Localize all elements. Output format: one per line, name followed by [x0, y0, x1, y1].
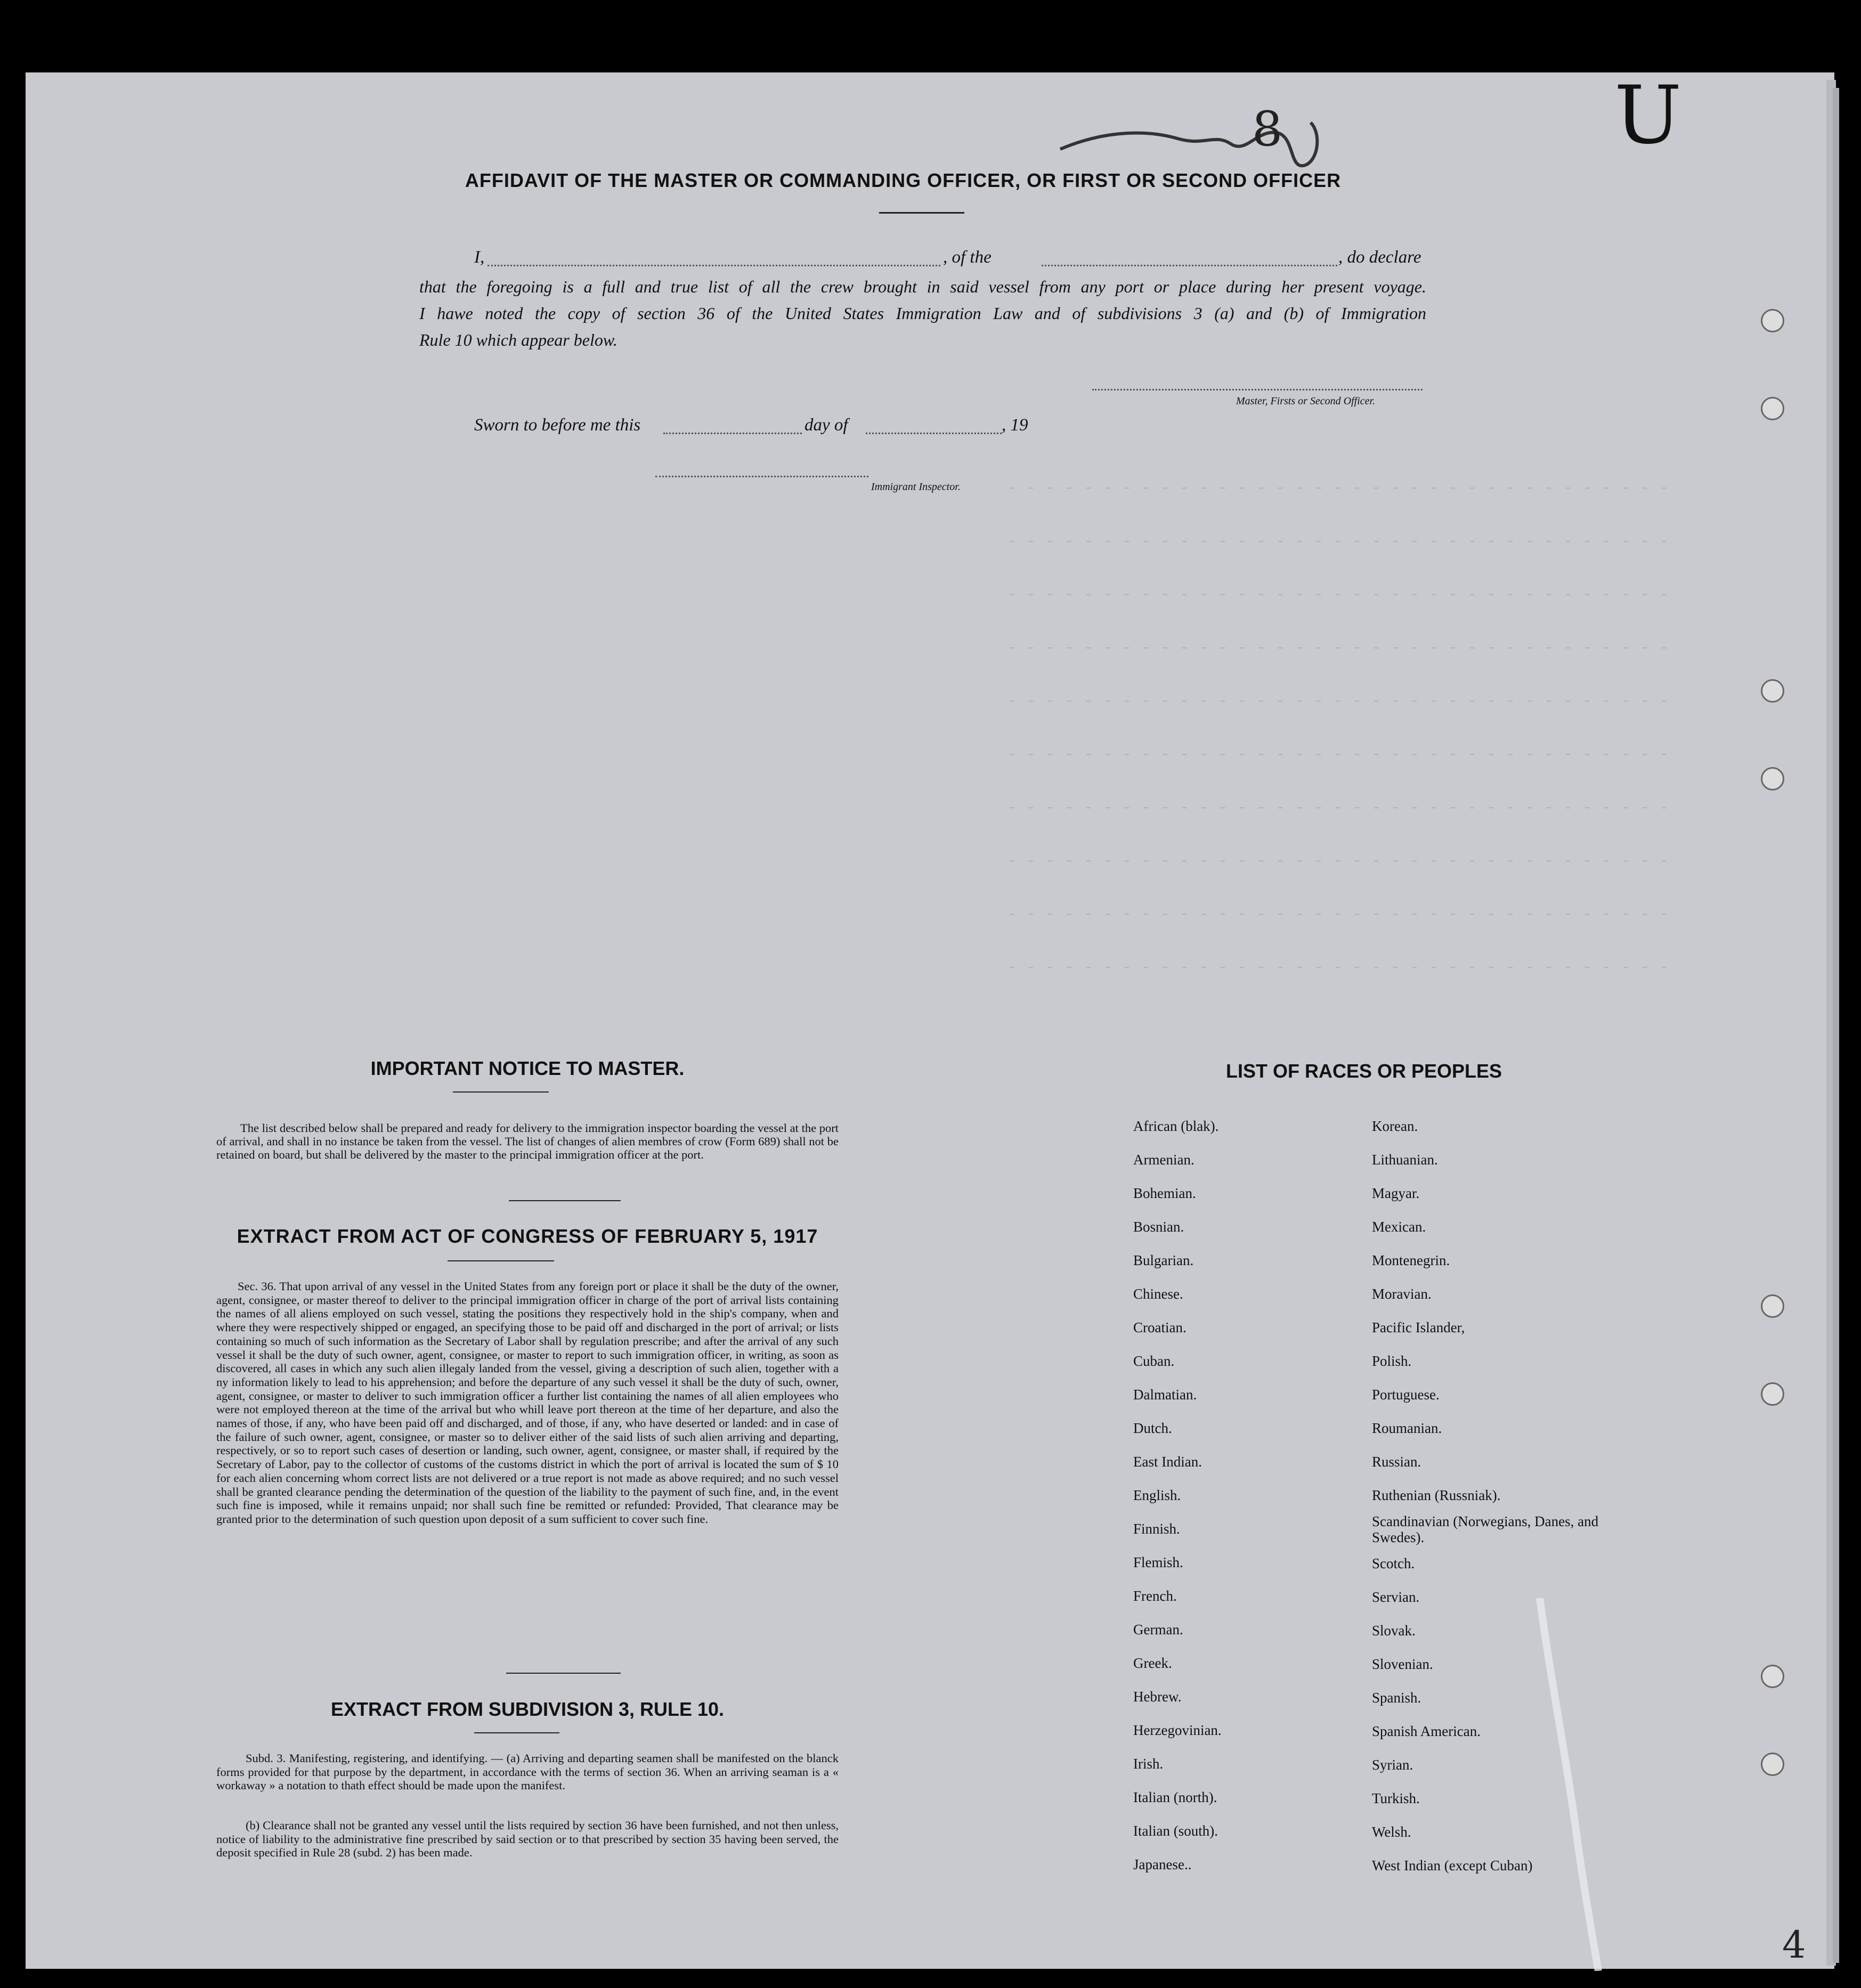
notice-divider — [453, 1091, 549, 1093]
race-item: Italian (south). — [1133, 1823, 1218, 1839]
race-item: Finnish. — [1133, 1521, 1180, 1537]
race-item: West Indian (except Cuban) — [1372, 1857, 1533, 1873]
race-item: Hebrew. — [1133, 1689, 1182, 1705]
notice-end-divider — [509, 1200, 621, 1201]
race-item: Ruthenian (Russniak). — [1372, 1487, 1501, 1503]
bleed-through-text: - - - - - - - - - - - - - - - - - - - - - - - - - - - - - - - - - - - — [1007, 852, 1669, 870]
race-item: Russian. — [1372, 1454, 1421, 1470]
race-item: Greek. — [1133, 1655, 1172, 1671]
race-item: Moravian. — [1372, 1286, 1432, 1302]
subdivision-title: EXTRACT FROM SUBDIVISION 3, RULE 10. — [330, 1698, 725, 1720]
affidavit-declare: , do declare — [1338, 248, 1421, 267]
race-item: Scotch. — [1372, 1555, 1415, 1571]
paper-crease — [1534, 1598, 1609, 1971]
races-title: LIST OF RACES OR PEOPLES — [1225, 1060, 1502, 1082]
sworn-year: , 19 — [1002, 415, 1028, 435]
affidavit-line-2: that the foregoing is a full and true list of all the crew brought in said vessel from any port or place during her present voyage. — [419, 277, 1426, 296]
affidavit-line-3: I hawe noted the copy of section 36 of the United States Immigration Law and of subdivisions 3 (a) and (b) of Immigration — [419, 304, 1426, 323]
act-divider — [448, 1260, 554, 1261]
bleed-through-text: - - - - - - - - - - - - - - - - - - - - - - - - - - - - - - - - - - - — [1007, 799, 1669, 817]
bleed-through-text: - - - - - - - - - - - - - - - - - - - - - - - - - - - - - - - - - - - — [1007, 906, 1669, 924]
signature-label: Master, Firsts or Second Officer. — [1236, 395, 1376, 407]
bleed-through-text: - - - - - - - - - - - - - - - - - - - - - - - - - - - - - - - - - - - — [1007, 533, 1669, 551]
sworn-day-of: day of — [804, 415, 848, 435]
affidavit-of-the: , of the — [943, 248, 992, 267]
race-item: Servian. — [1372, 1589, 1420, 1605]
affidavit-title: AFFIDAVIT OF THE MASTER OR COMMANDING OFFICER, OR FIRST OR SECOND OFFICER — [465, 169, 1342, 191]
signature-blank[interactable] — [1092, 389, 1423, 390]
corner-handwritten-mark: U — [1614, 69, 1682, 162]
race-item: Dalmatian. — [1133, 1387, 1197, 1403]
race-item: Mexican. — [1372, 1219, 1426, 1235]
race-item: Portuguese. — [1372, 1387, 1440, 1403]
sworn-month-blank[interactable] — [866, 433, 1002, 434]
race-item: Flemish. — [1133, 1554, 1183, 1570]
race-item: Scandinavian (Norwegians, Danes, and Swedes). — [1372, 1513, 1599, 1545]
race-item: Roumanian. — [1372, 1420, 1442, 1436]
act-title: EXTRACT FROM ACT OF CONGRESS OF FEBRUARY 5, 1917 — [237, 1225, 818, 1247]
handwritten-mark: 8 — [1252, 101, 1283, 157]
race-item: Croatian. — [1133, 1319, 1187, 1335]
race-item: African (blak). — [1133, 1118, 1219, 1134]
act-end-divider — [506, 1673, 621, 1674]
race-item: Turkish. — [1372, 1790, 1420, 1806]
binder-hole — [1761, 679, 1784, 703]
subdivision-divider — [474, 1732, 559, 1733]
race-item: Pacific Islander, — [1372, 1319, 1465, 1335]
race-item: Bulgarian. — [1133, 1252, 1194, 1268]
race-item: Irish. — [1133, 1756, 1164, 1772]
bleed-through-text: - - - - - - - - - - - - - - - - - - - - - - - - - - - - - - - - - - - — [1007, 692, 1669, 711]
race-item: Spanish American. — [1372, 1723, 1481, 1739]
notice-body: The list described below shall be prepared and ready for delivery to the immigration inspector boarding the vessel at the port of arrival, and shall in no instance be taken from the vessel. The list of changes of alien membres of crow (Form 689) shall not be retained on board, but shall be delivered by the master to the principal immigration officer at the port. — [216, 1121, 839, 1161]
race-item: Magyar. — [1372, 1185, 1420, 1201]
race-item: Dutch. — [1133, 1420, 1172, 1436]
race-item: Montenegrin. — [1372, 1252, 1450, 1268]
race-item: Italian (north). — [1133, 1789, 1217, 1805]
subdivision-para-a: Subd. 3. Manifesting, registering, and identifying. — (a) Arriving and departing seamen shall be manifested on the blanck forms provided for that purpose by the department, in accordance with the terms of section 36. When an arriving seaman is a « workaway » a notation to thath effect should be made upon the manifest. — [216, 1751, 839, 1792]
race-item: Armenian. — [1133, 1152, 1194, 1168]
title-divider — [879, 212, 964, 214]
race-item: Herzegovinian. — [1133, 1722, 1222, 1738]
binder-hole — [1761, 309, 1784, 332]
races-left-column — [1133, 1110, 1357, 1881]
race-item: Chinese. — [1133, 1286, 1183, 1302]
sworn-day-blank[interactable] — [663, 433, 802, 434]
vessel-blank[interactable] — [1042, 265, 1337, 266]
inspector-label: Immigrant Inspector. — [871, 481, 961, 493]
race-item: Slovak. — [1372, 1623, 1416, 1639]
binder-hole — [1761, 1382, 1784, 1406]
act-body: Sec. 36. That upon arrival of any vessel in the United States from any foreign port or place it shall be the duty of the owner, agent, consignee, or master thereof to deliver to the principal immigration officer in charge of the port of arrival lists containing the names of all aliens employed on such vessel, stating the positions they respectively hold in the ship's company, when and where they were respectively shipped or engaged, an specifying those to be paid off and discharged in the port of arrival; or lists containing so much of such information as the Secretary of Labor shall by regulation prescribe; and after the arrival of any such vessel it shall be the duty of such owner, agent, consignee, or master to report to such immigration officer, in writing, as soon as discovered, all cases in which any such alien illegaly landed from the vessel, giving a description of such alien, together with a ny information likely to lead to his apprehension; and before the departure of any such vessel it shall be the duty of such, owner, agent, consignee, or master to deliver to such immigration officer a further list containing the names of all alien employees who were not employed thereon at the time of the arrival but who whill leave port thereon at the time of her departure, and also the names of those, if any, who have been paid off and discharged, and of those, if any, who have deserted or landed: and in case of the failure of such owner, agent, consignee, or master so to deliver either of the said lists of such alien arriving and departing, respectively, or so to report such cases of desertion or landing, such owner, agent, consignee, or master shall, if required by the Secretary of Labor, pay to the collector of customs of the customs district in which the port of arrival is located the sum of $ 10 for each alien concerning whom correct lists are not delivered or a true report is not made as above required; and no such vessel shall be granted clearance pending the determination of the question of the liability to the payment of such fine, and, in the event such fine is imposed, while it remains unpaid; nor shall such fine be remitted or refunded: Provided, That clearance may be granted prior to the determination of such question upon deposit of a sum sufficient to cover such fine. — [216, 1280, 839, 1526]
bleed-through-text: - - - - - - - - - - - - - - - - - - - - - - - - - - - - - - - - - - - — [1007, 959, 1669, 977]
sworn-prefix: Sworn to before me this — [474, 415, 641, 435]
race-item: Spanish. — [1372, 1690, 1421, 1706]
race-item: Bosnian. — [1133, 1219, 1184, 1235]
race-item: French. — [1133, 1588, 1177, 1604]
bleed-through-text: - - - - - - - - - - - - - - - - - - - - - - - - - - - - - - - - - - - — [1007, 586, 1669, 604]
subdivision-para-b: (b) Clearance shall not be granted any vessel until the lists required by section 36 have been furnished, and not then unless, notice of liability to the administrative fine prescribed by said section or to that prescribed by section 35 having been served, the deposit specified in Rule 28 (subd. 2) has been made. — [216, 1819, 839, 1859]
race-item: Welsh. — [1372, 1824, 1411, 1840]
affidavit-i: I, — [474, 248, 485, 267]
binder-hole — [1761, 767, 1784, 791]
page-number: 4 — [1782, 1923, 1806, 1967]
race-item: Polish. — [1372, 1353, 1412, 1369]
notice-title: IMPORTANT NOTICE TO MASTER. — [370, 1057, 685, 1079]
binder-hole — [1761, 1294, 1784, 1318]
race-item: Bohemian. — [1133, 1185, 1196, 1201]
bleed-through-text: - - - - - - - - - - - - - - - - - - - - - - - - - - - - - - - - - - - — [1007, 479, 1669, 498]
affidavit-line-4: Rule 10 which appear below. — [419, 330, 617, 349]
race-item: Slovenian. — [1372, 1656, 1433, 1672]
race-item: Korean. — [1372, 1118, 1418, 1134]
race-item: Cuban. — [1133, 1353, 1175, 1369]
race-item: English. — [1133, 1487, 1181, 1503]
bleed-through-text: - - - - - - - - - - - - - - - - - - - - - - - - - - - - - - - - - - - — [1007, 746, 1669, 764]
race-item: Syrian. — [1372, 1757, 1413, 1773]
inspector-blank[interactable] — [655, 476, 868, 477]
race-item: East Indian. — [1133, 1454, 1202, 1470]
underlying-sheet-edge-2 — [1833, 88, 1839, 1963]
binder-hole — [1761, 1665, 1784, 1688]
race-item: Lithuanian. — [1372, 1152, 1438, 1168]
binder-hole — [1761, 1753, 1784, 1776]
binder-hole — [1761, 397, 1784, 420]
race-item: Japanese.. — [1133, 1856, 1192, 1872]
name-blank[interactable] — [487, 265, 940, 266]
bleed-through-text: - - - - - - - - - - - - - - - - - - - - - - - - - - - - - - - - - - - — [1007, 639, 1669, 657]
race-item: German. — [1133, 1622, 1183, 1637]
